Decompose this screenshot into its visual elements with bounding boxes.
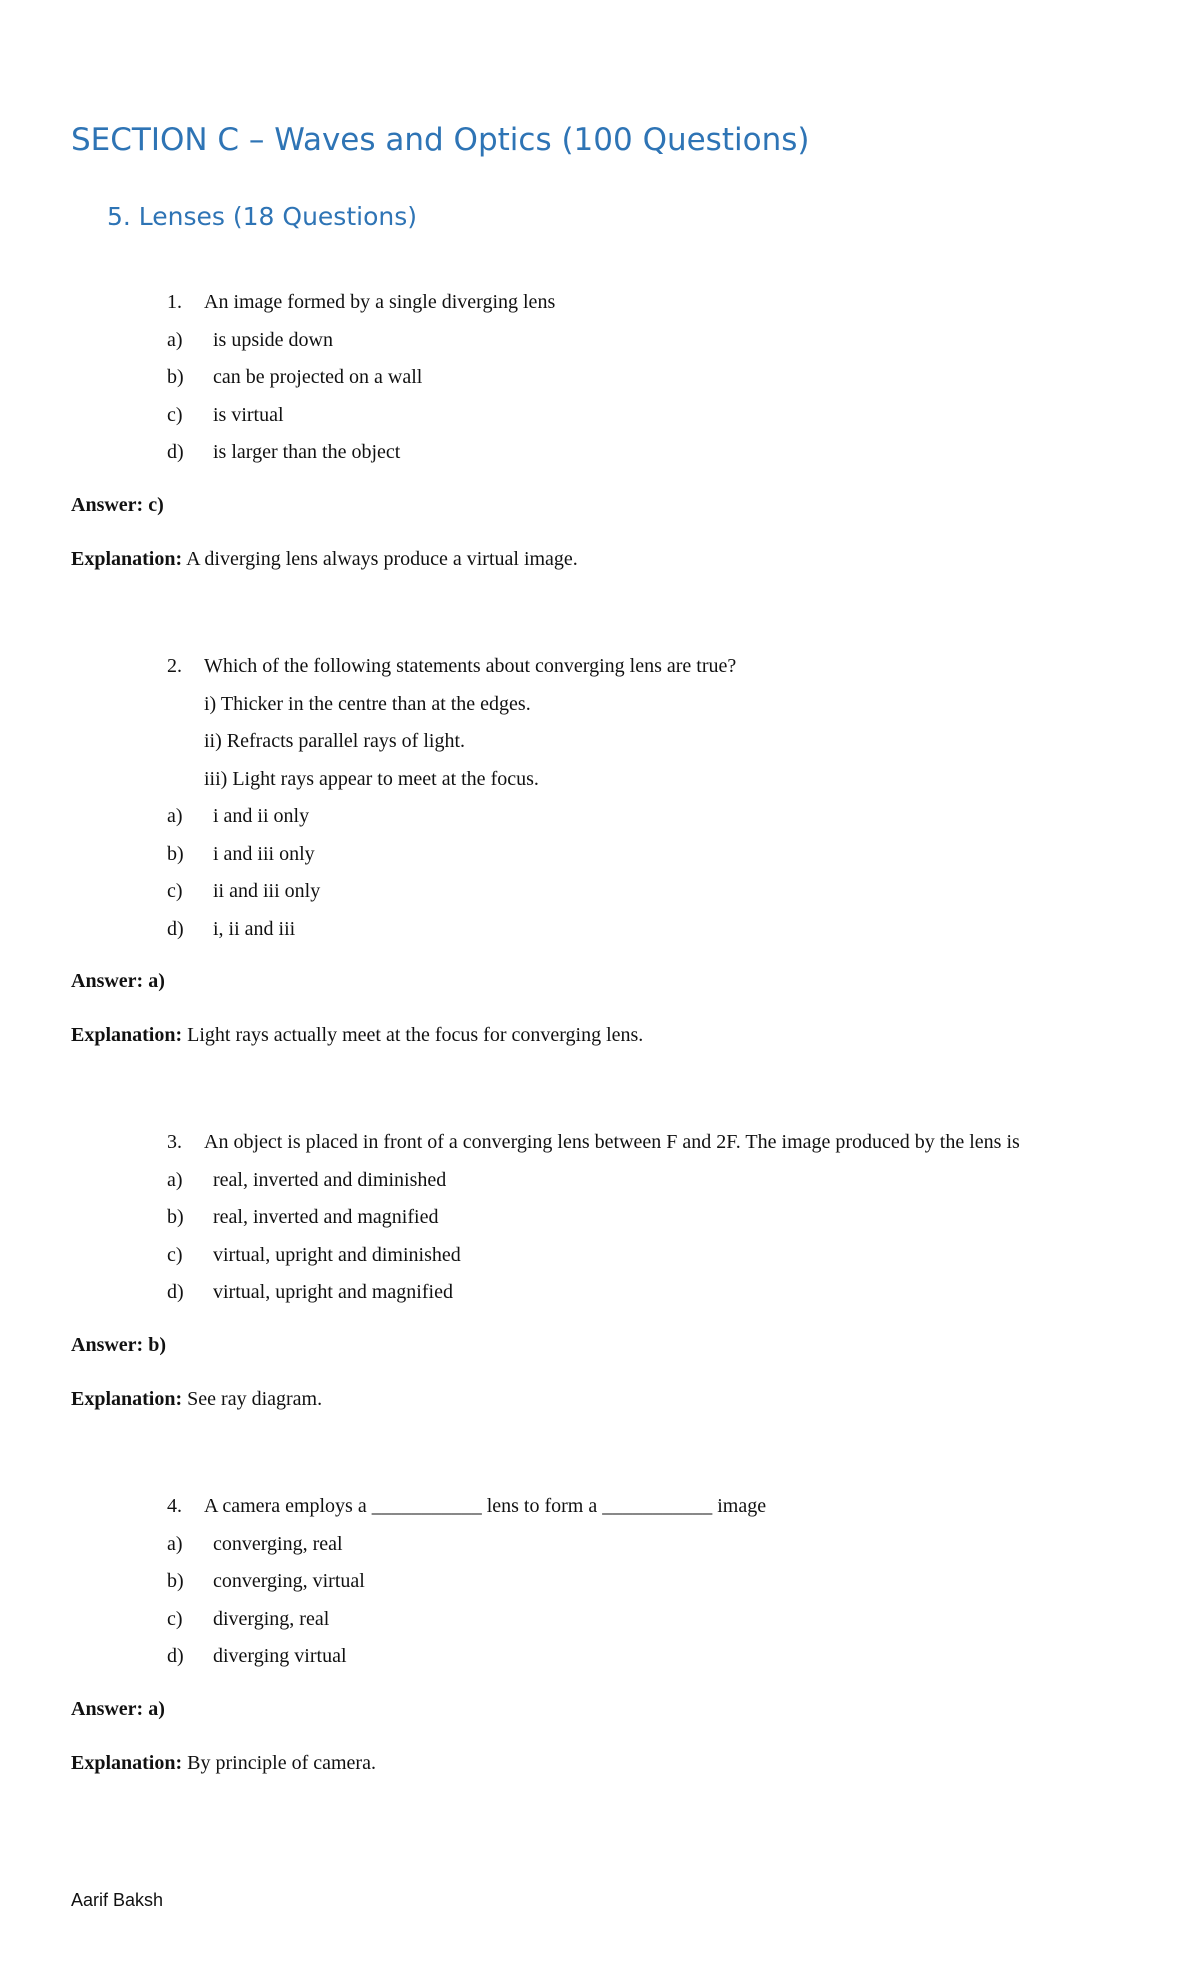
option-label: d)	[167, 918, 184, 940]
option-label: a)	[167, 329, 183, 351]
option-label: d)	[167, 441, 184, 463]
option-text: i and iii only	[213, 843, 315, 865]
explanation-text: See ray diagram.	[187, 1388, 323, 1410]
answer-label: Answer:	[71, 970, 144, 992]
section-title: SECTION C – Waves and Optics (100 Questions)	[71, 122, 810, 158]
explanation-label: Explanation:	[71, 1024, 183, 1046]
option-label: c)	[167, 1608, 183, 1630]
answer	[71, 493, 164, 517]
option-text: converging, virtual	[213, 1570, 365, 1592]
subsection-title: 5. Lenses (18 Questions)	[107, 202, 417, 231]
option-text: diverging virtual	[213, 1645, 347, 1667]
option-label: a)	[167, 1169, 183, 1191]
question-number: 4.	[167, 1495, 182, 1517]
option-text: diverging, real	[213, 1608, 330, 1630]
question-number: 2.	[167, 655, 182, 677]
explanation	[71, 547, 578, 571]
option-label: a)	[167, 805, 183, 827]
answer-value: c)	[148, 494, 164, 516]
option-text: real, inverted and magnified	[213, 1206, 439, 1228]
option-text: virtual, upright and magnified	[213, 1281, 453, 1303]
option-text: is upside down	[213, 329, 333, 351]
footer-author: Aarif Baksh	[71, 1890, 164, 1910]
option-label: c)	[167, 880, 183, 902]
answer-value: a)	[148, 1698, 165, 1720]
explanation	[71, 1023, 643, 1047]
question-text: A camera employs a ___________ lens to form a ___________ image	[204, 1495, 767, 1517]
option-text: i, ii and iii	[213, 918, 296, 940]
answer-value: b)	[148, 1334, 167, 1356]
explanation-label: Explanation:	[71, 1388, 183, 1410]
question-text: An image formed by a single diverging lens	[204, 291, 556, 313]
answer	[71, 1333, 166, 1357]
answer	[71, 1697, 165, 1721]
explanation-label: Explanation:	[71, 548, 183, 570]
option-text: real, inverted and diminished	[213, 1169, 447, 1191]
answer	[71, 969, 165, 993]
explanation-text: Light rays actually meet at the focus for converging lens.	[187, 1024, 644, 1046]
question-text: An object is placed in front of a converging lens between F and 2F. The image produced by the lens is	[204, 1131, 1020, 1153]
option-label: d)	[167, 1281, 184, 1303]
option-text: is virtual	[213, 404, 284, 426]
explanation-text: By principle of camera.	[187, 1752, 376, 1774]
question-number: 3.	[167, 1131, 182, 1153]
option-label: b)	[167, 366, 184, 388]
option-label: a)	[167, 1533, 183, 1555]
option-text: converging, real	[213, 1533, 343, 1555]
option-label: d)	[167, 1645, 184, 1667]
explanation	[71, 1387, 322, 1411]
option-text: virtual, upright and diminished	[213, 1244, 461, 1266]
answer-label: Answer:	[71, 494, 144, 516]
option-text: is larger than the object	[213, 441, 401, 463]
explanation-text: A diverging lens always produce a virtual image.	[186, 548, 578, 570]
answer-label: Answer:	[71, 1698, 144, 1720]
explanation-label: Explanation:	[71, 1752, 183, 1774]
answer-label: Answer:	[71, 1334, 144, 1356]
statement: iii) Light rays appear to meet at the focus.	[204, 768, 539, 790]
statement: ii) Refracts parallel rays of light.	[204, 730, 466, 752]
answer-value: a)	[148, 970, 165, 992]
option-label: b)	[167, 1570, 184, 1592]
question-number: 1.	[167, 291, 182, 313]
option-text: can be projected on a wall	[213, 366, 423, 388]
explanation	[71, 1751, 376, 1775]
question-text: Which of the following statements about converging lens are true?	[204, 655, 737, 677]
option-text: i and ii only	[213, 805, 310, 827]
option-label: c)	[167, 404, 183, 426]
option-label: c)	[167, 1244, 183, 1266]
option-label: b)	[167, 843, 184, 865]
option-label: b)	[167, 1206, 184, 1228]
option-text: ii and iii only	[213, 880, 321, 902]
statement: i) Thicker in the centre than at the edges.	[204, 693, 531, 715]
